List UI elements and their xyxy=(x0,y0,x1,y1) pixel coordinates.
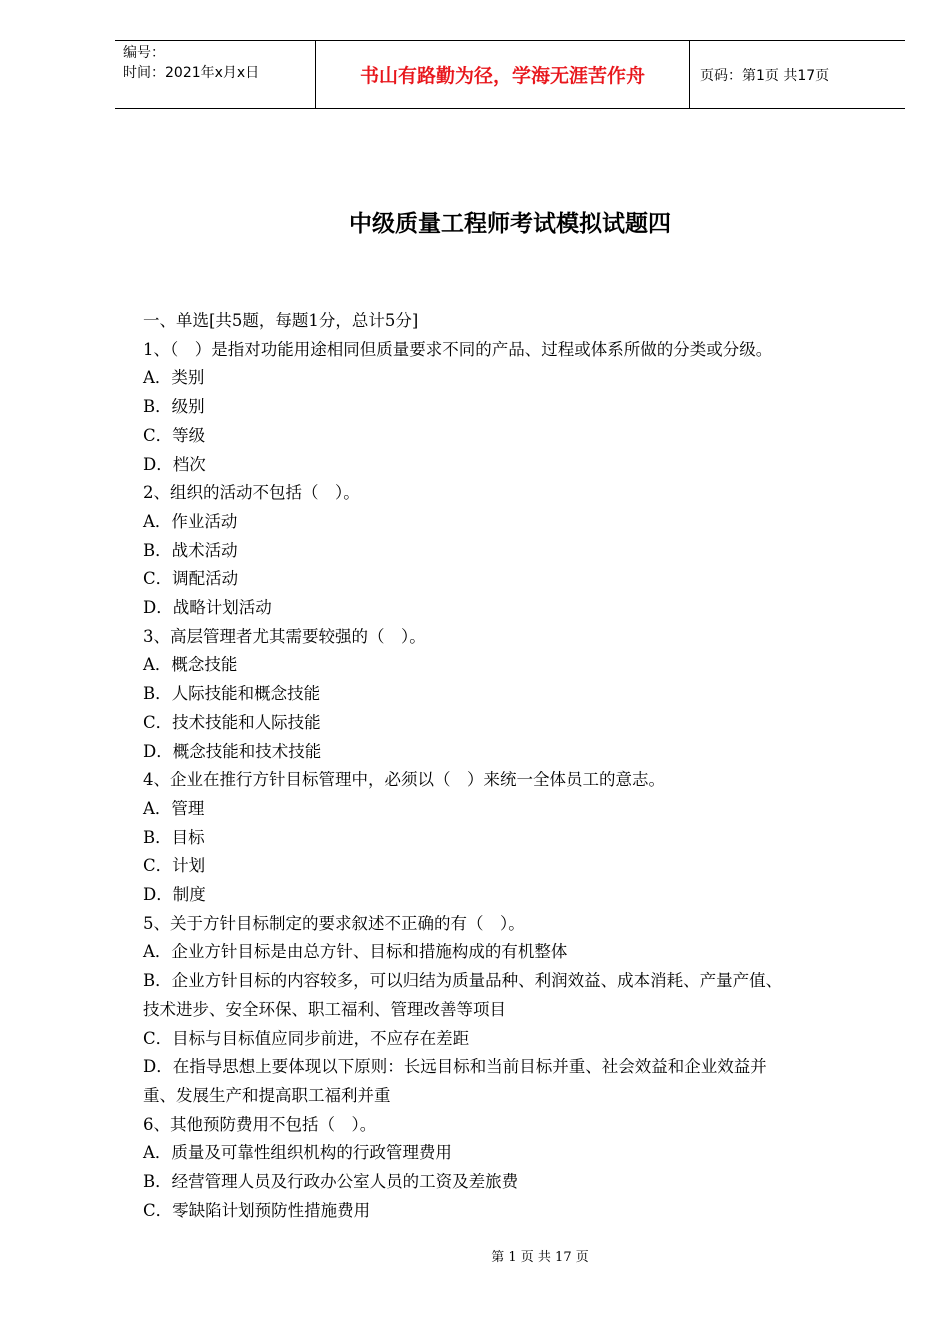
option: C．目标与目标值应同步前进，不应存在差距 xyxy=(143,1028,470,1048)
option: A．概念技能 xyxy=(143,655,238,675)
option: C．调配活动 xyxy=(143,569,239,589)
option: D．档次 xyxy=(143,454,206,474)
option: B．目标 xyxy=(143,827,205,847)
option: C．技术技能和人际技能 xyxy=(143,712,321,732)
question-3: 3、高层管理者尤其需要较强的（ ）。 xyxy=(143,626,426,646)
question-1: 1、（ ）是指对功能用途相同但质量要求不同的产品、过程或体系所做的分类或分级。 xyxy=(143,339,773,359)
question-5: 5、关于方针目标制定的要求叙述不正确的有（ ）。 xyxy=(143,913,525,933)
option-continued: 重、发展生产和提高职工福利并重 xyxy=(143,1085,391,1105)
option: B．经营管理人员及行政办公室人员的工资及差旅费 xyxy=(143,1172,519,1192)
option: D．制度 xyxy=(143,885,206,905)
header-motto: 书山有路勤为径，学海无涯苦作舟 xyxy=(315,41,690,108)
question-4: 4、企业在推行方针目标管理中，必须以（ ）来统一全体员工的意志。 xyxy=(143,770,665,790)
option: D．概念技能和技术技能 xyxy=(143,741,322,761)
question-6: 6、其他预防费用不包括（ ）。 xyxy=(143,1114,377,1134)
page-footer: 第 1 页 共 17 页 xyxy=(491,1250,589,1265)
option: A．类别 xyxy=(143,368,205,388)
option: A．管理 xyxy=(143,798,205,818)
section-heading: 一、单选[共5题，每题1分，总计5分] xyxy=(143,311,419,330)
document-title: 中级质量工程师考试模拟试题四 xyxy=(349,210,671,237)
page-header xyxy=(115,40,905,109)
question-2: 2、组织的活动不包括（ ）。 xyxy=(143,483,360,503)
option: B．级别 xyxy=(143,397,205,417)
option: C．等级 xyxy=(143,425,206,445)
option: D．在指导思想上要体现以下原则：长远目标和当前目标并重、社会效益和企业效益并 xyxy=(143,1057,767,1077)
question-body xyxy=(143,307,888,1226)
option: B．企业方针目标的内容较多，可以归结为质量品种、利润效益、成本消耗、产量产值、 xyxy=(143,971,783,991)
option: D．战略计划活动 xyxy=(143,598,272,618)
code-label: 编号： xyxy=(123,45,165,61)
option-continued: 技术进步、安全环保、职工福利、管理改善等项目 xyxy=(143,999,506,1019)
option: C．计划 xyxy=(143,856,206,876)
option: A．作业活动 xyxy=(143,511,238,531)
option: A．质量及可靠性组织机构的行政管理费用 xyxy=(143,1143,452,1163)
option: A．企业方针目标是由总方针、目标和措施构成的有机整体 xyxy=(143,942,568,962)
option: B．战术活动 xyxy=(143,540,238,560)
option: C．零缺陷计划预防性措施费用 xyxy=(143,1200,371,1220)
time-label: 时间：2021年x月x日 xyxy=(123,65,260,81)
option: B．人际技能和概念技能 xyxy=(143,684,321,704)
header-meta xyxy=(115,41,315,108)
header-page-label: 页码：第1页 共17页 xyxy=(700,67,830,84)
